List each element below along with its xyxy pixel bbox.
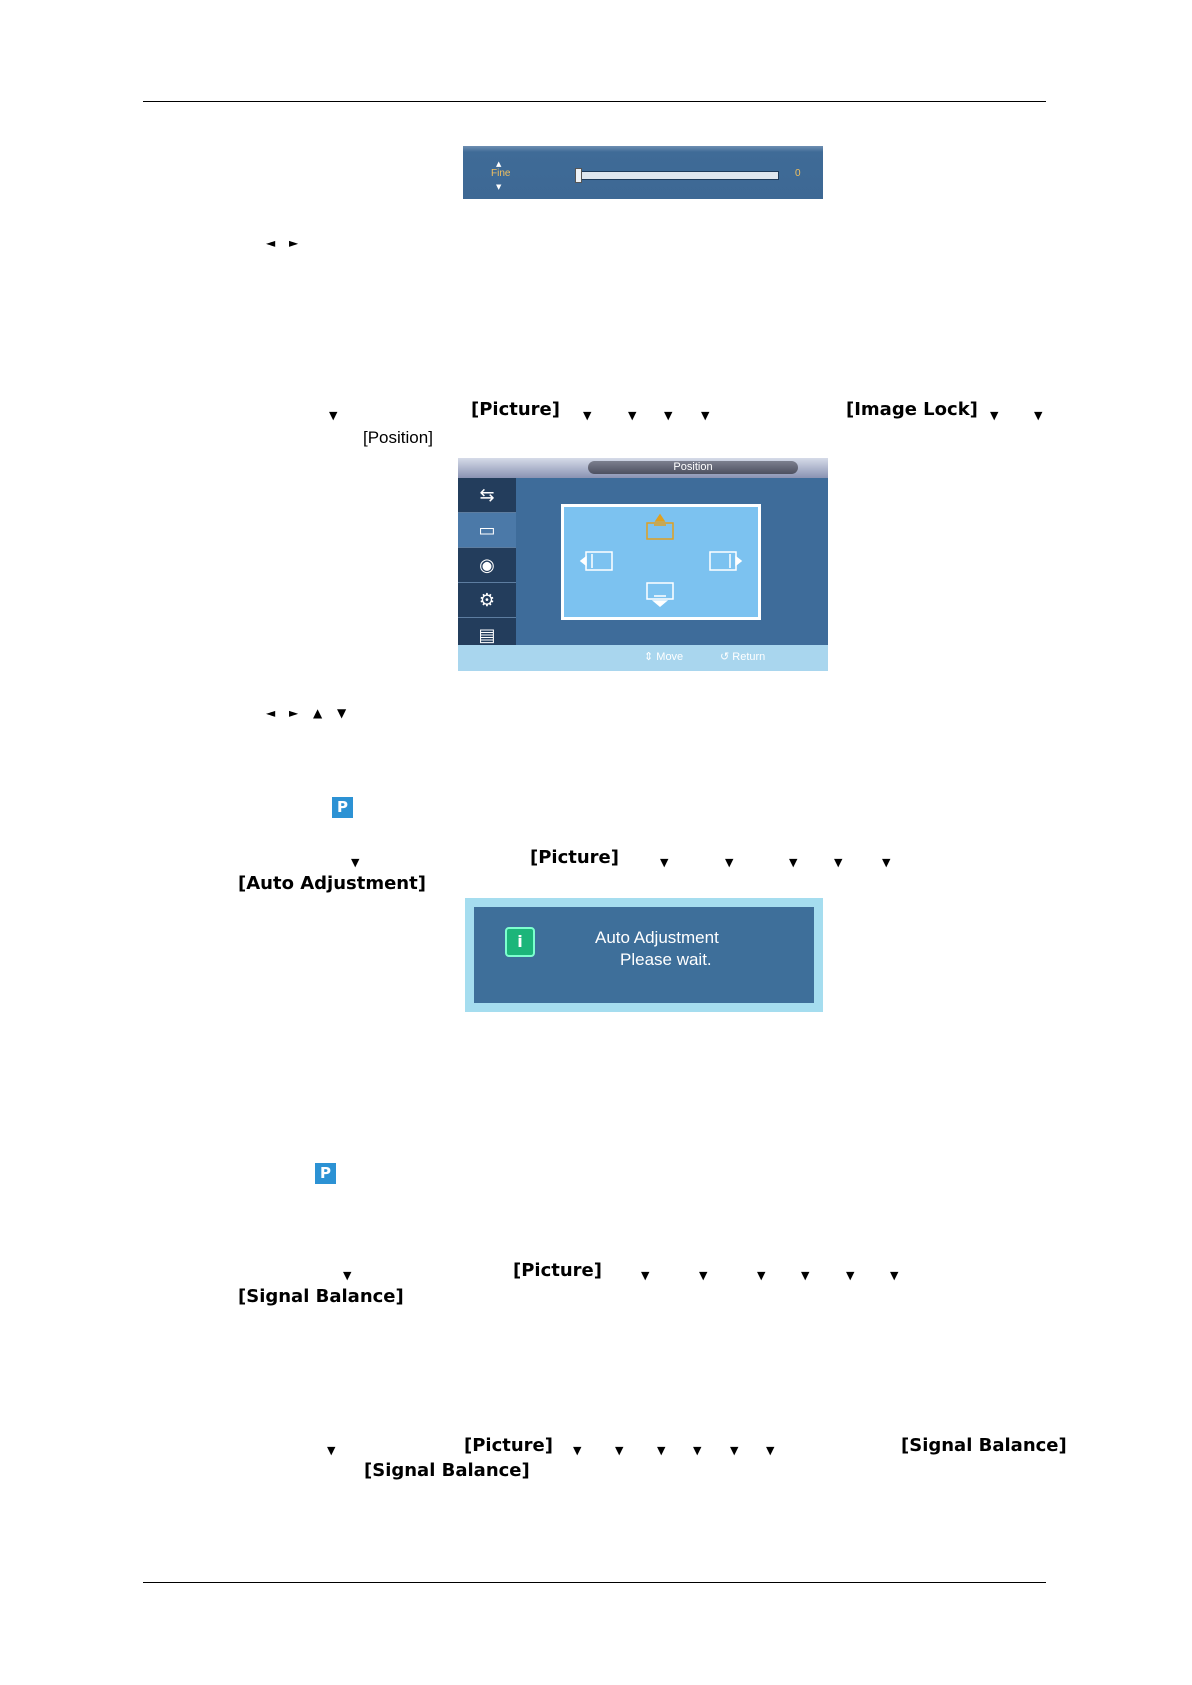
right-position-icon — [710, 552, 741, 570]
down-arrow-icon: ▼ — [757, 1269, 766, 1282]
osd-title: Position — [588, 461, 798, 474]
setup-gear-icon[interactable]: ⚙ — [458, 583, 516, 618]
down-arrow-icon: ▼ — [343, 1269, 352, 1282]
down-arrow-icon: ▼ — [801, 1269, 810, 1282]
pip-badge-icon: P — [332, 797, 353, 818]
down-arrow-icon: ▼ — [693, 1444, 702, 1457]
down-arrow-icon: ▼ — [641, 1269, 650, 1282]
down-arrow-icon: ▼ — [337, 706, 347, 720]
left-position-icon — [581, 552, 612, 570]
down-position-icon — [647, 583, 673, 606]
picture-menu-ref: [Picture] — [471, 399, 560, 420]
header-rule — [143, 101, 1046, 102]
fine-slider-panel — [463, 146, 823, 199]
up-arrow-icon: ▲ — [313, 706, 323, 720]
info-icon: i — [505, 927, 535, 957]
down-arrow-icon: ▼ — [789, 856, 798, 869]
down-arrow-icon: ▼ — [766, 1444, 775, 1457]
pip-badge-icon: P — [315, 1163, 336, 1184]
signal-balance-menu-ref: [Signal Balance] — [364, 1460, 530, 1481]
down-arrow-icon: ▼ — [834, 856, 843, 869]
up-arrow-icon: ▲ — [496, 160, 502, 168]
left-arrow-icon: ◄ — [266, 706, 276, 720]
down-arrow-icon: ▼ — [730, 1444, 739, 1457]
right-arrow-icon: ► — [289, 706, 299, 720]
move-hint: ⇕ Move — [644, 651, 684, 663]
down-arrow-icon: ▼ — [1034, 409, 1043, 422]
signal-balance-menu-ref: [Signal Balance] — [238, 1286, 404, 1307]
right-arrow-icon: ► — [289, 236, 299, 250]
return-hint[interactable]: ↺ Return — [720, 651, 766, 663]
signal-balance-menu-ref: [Signal Balance] — [901, 1435, 1067, 1456]
down-arrow-icon: ▼ — [699, 1269, 708, 1282]
sound-icon[interactable]: ◉ — [458, 548, 516, 583]
down-arrow-icon: ▼ — [882, 856, 891, 869]
osd-sidebar — [458, 478, 516, 653]
picture-menu-ref: [Picture] — [464, 1435, 553, 1456]
up-position-icon — [647, 515, 673, 539]
down-arrow-icon: ▼ — [327, 1444, 336, 1457]
picture-icon[interactable]: ▭ — [458, 513, 516, 548]
auto-adjustment-menu-ref: [Auto Adjustment] — [238, 873, 426, 894]
position-arrows — [564, 507, 758, 617]
fine-label: Fine — [491, 168, 511, 179]
down-arrow-icon: ▼ — [628, 409, 637, 422]
auto-adjustment-dialog — [465, 898, 823, 1012]
picture-menu-ref: [Picture] — [513, 1260, 602, 1281]
left-arrow-icon: ◄ — [266, 236, 276, 250]
down-arrow-icon: ▼ — [990, 409, 999, 422]
multi-control-icon[interactable]: ▤ — [458, 618, 516, 653]
fine-slider-thumb[interactable] — [575, 168, 582, 183]
down-arrow-icon: ▼ — [664, 409, 673, 422]
down-arrow-icon: ▼ — [615, 1444, 624, 1457]
down-arrow-icon: ▼ — [573, 1444, 582, 1457]
down-arrow-icon: ▼ — [496, 183, 502, 191]
down-arrow-icon: ▼ — [701, 409, 710, 422]
position-osd — [458, 458, 828, 671]
position-menu-ref: [Position] — [363, 428, 433, 447]
down-arrow-icon: ▼ — [725, 856, 734, 869]
down-arrow-icon: ▼ — [846, 1269, 855, 1282]
picture-menu-ref: [Picture] — [530, 847, 619, 868]
position-area — [561, 504, 761, 620]
input-icon[interactable]: ⇆ — [458, 478, 516, 513]
down-arrow-icon: ▼ — [657, 1444, 666, 1457]
down-arrow-icon: ▼ — [583, 409, 592, 422]
auto-dialog-body — [474, 907, 814, 1003]
fine-value: 0 — [795, 168, 801, 179]
osd-footer — [458, 645, 828, 671]
auto-dialog-message: Please wait. — [620, 950, 712, 969]
down-arrow-icon: ▼ — [351, 856, 360, 869]
footer-rule — [143, 1582, 1046, 1583]
auto-dialog-title: Auto Adjustment — [595, 928, 719, 947]
down-arrow-icon: ▼ — [890, 1269, 899, 1282]
down-arrow-icon: ▼ — [660, 856, 669, 869]
fine-slider-track[interactable] — [577, 171, 779, 180]
down-arrow-icon: ▼ — [329, 409, 338, 422]
image-lock-menu-ref: [Image Lock] — [846, 399, 978, 420]
